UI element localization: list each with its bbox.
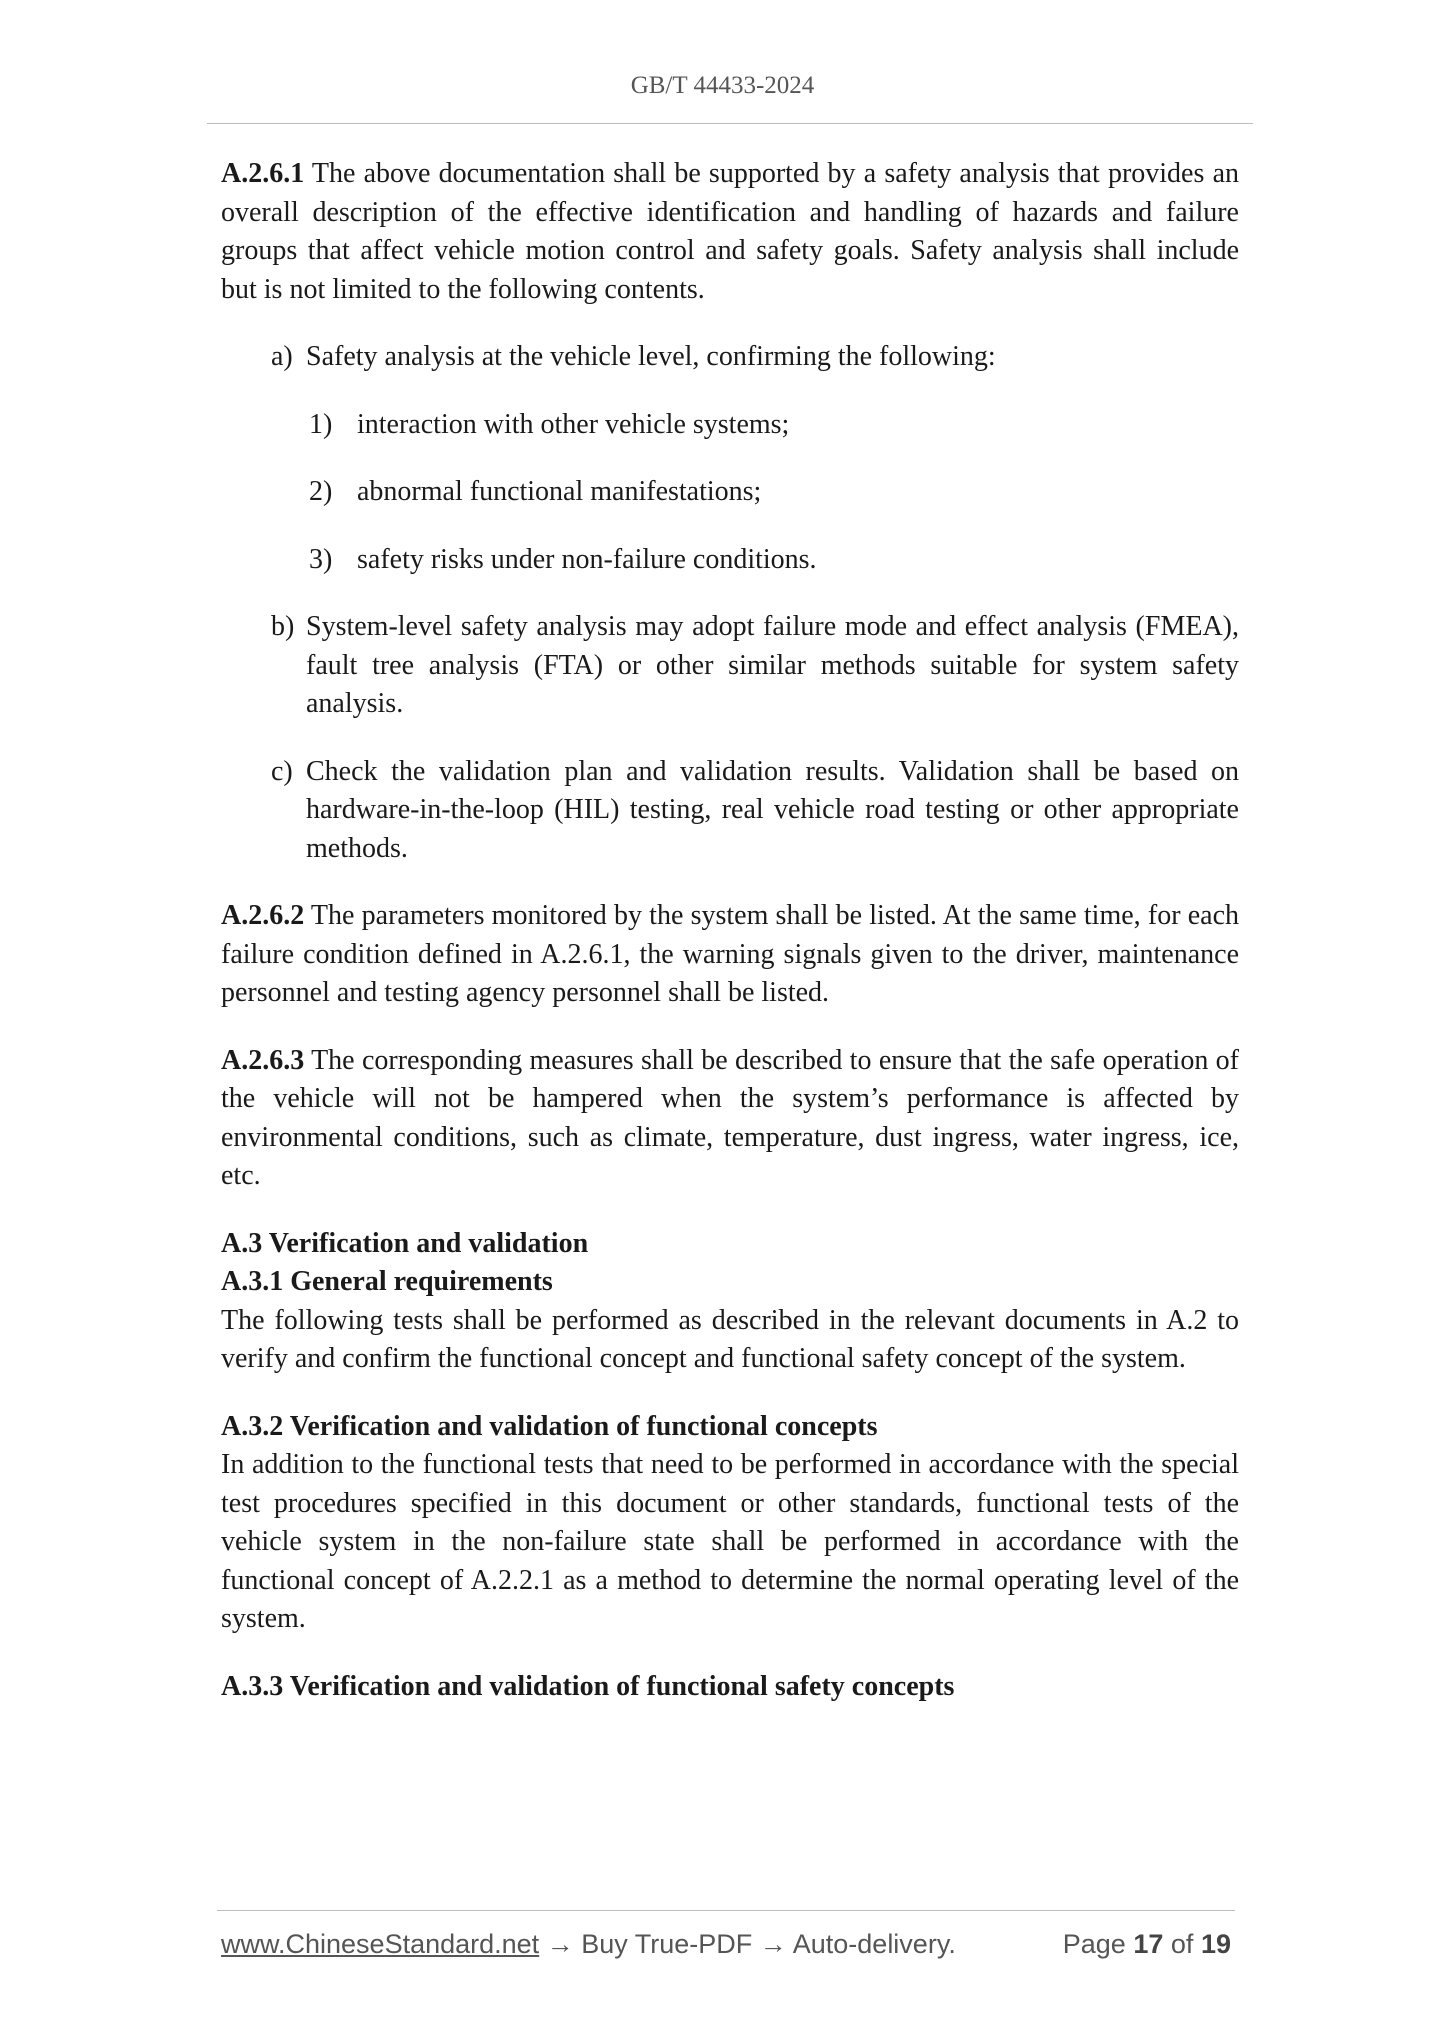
- list-marker: 3): [309, 543, 333, 575]
- list-marker: a): [271, 341, 293, 372]
- heading-a33: A.3.3 Verification and validation of functional safety concepts: [221, 1670, 955, 1702]
- list-item-text: System-level safety analysis may adopt failure mode and effect analysis (FMEA), fault tree analysis (FTA) or other similar methods suitable for system safety analysis.: [306, 611, 1239, 719]
- website-link[interactable]: www.ChineseStandard.net: [221, 1929, 540, 1959]
- list-marker: b): [271, 611, 295, 642]
- list-item-text: Safety analysis at the vehicle level, confirming the following:: [306, 341, 996, 372]
- header-divider: [207, 123, 1253, 124]
- heading-a3: A.3 Verification and validation: [221, 1227, 589, 1259]
- footer-divider: [217, 1910, 1235, 1911]
- clause-text: The above documentation shall be supported by a safety analysis that provides an overall description of the effective identification and handling of hazards and failure groups that affect vehicle motion control and safety goals. Safety analysis shall include but is not limited to the following contents.: [221, 158, 1239, 305]
- list-item-text: safety risks under non-failure conditions.: [357, 543, 817, 575]
- heading-a31: A.3.1 General requirements: [221, 1266, 553, 1297]
- footer-promo: [221, 1929, 956, 1960]
- of-label: of: [1170, 1929, 1194, 1959]
- paragraph-a32: In addition to the functional tests that need to be performed in accordance with the special test procedures specified in this document or other standards, functional tests of the vehicle system in the non-failure state shall be performed in accordance with the functional concept of A.2.2.1 as a method to determine the normal operating level of the system.: [221, 1449, 1239, 1634]
- heading-a32: A.3.2 Verification and validation of functional concepts: [221, 1410, 878, 1442]
- page-content: [221, 155, 1239, 1706]
- clause-number: A.2.6.3: [221, 1044, 305, 1076]
- sublist-item-3: [221, 541, 1239, 580]
- clause-text: The parameters monitored by the system shall be listed. At the same time, for each failure condition defined in A.2.6.1, the warning signals given to the driver, maintenance personnel and testing agency personnel shall be listed.: [221, 900, 1239, 1008]
- list-item-text: interaction with other vehicle systems;: [357, 408, 790, 440]
- list-item-text: Check the validation plan and validation results. Validation shall be based on hardware-in-the-loop (HIL) testing, real vehicle road testing or other appropriate methods.: [306, 755, 1239, 864]
- list-item-a: [221, 338, 1239, 377]
- footer-tagline: → Buy True-PDF → Auto-delivery.: [539, 1929, 956, 1959]
- page-label: Page: [1062, 1929, 1126, 1959]
- clause-a261: [221, 155, 1239, 309]
- total-pages-number: 19: [1200, 1929, 1231, 1959]
- clause-number: A.2.6.1: [221, 158, 305, 189]
- clause-a262: [221, 897, 1239, 1013]
- sublist-item-1: [221, 406, 1239, 445]
- paragraph-a31: The following tests shall be performed as described in the relevant documents in A.2 to verify and confirm the functional concept and functional safety concept of the system.: [221, 1304, 1239, 1374]
- list-item-c: [221, 753, 1239, 869]
- list-marker: c): [271, 755, 293, 787]
- list-item-b: [221, 608, 1239, 724]
- clause-a263: [221, 1042, 1239, 1196]
- page-indicator: [1063, 1929, 1231, 1960]
- list-marker: 1): [309, 408, 333, 440]
- list-marker: 2): [309, 476, 333, 507]
- clause-number: A.2.6.2: [221, 900, 305, 931]
- sublist-item-2: [221, 473, 1239, 512]
- list-item-text: abnormal functional manifestations;: [357, 476, 762, 507]
- clause-text: The corresponding measures shall be described to ensure that the safe operation of the vehicle will not be hampered when the system’s performance is affected by environmental conditions, such as climate, temperature, dust ingress, water ingress, ice, etc.: [221, 1044, 1239, 1191]
- current-page-number: 17: [1133, 1929, 1164, 1959]
- document-id-header: GB/T 44433-2024: [630, 72, 815, 99]
